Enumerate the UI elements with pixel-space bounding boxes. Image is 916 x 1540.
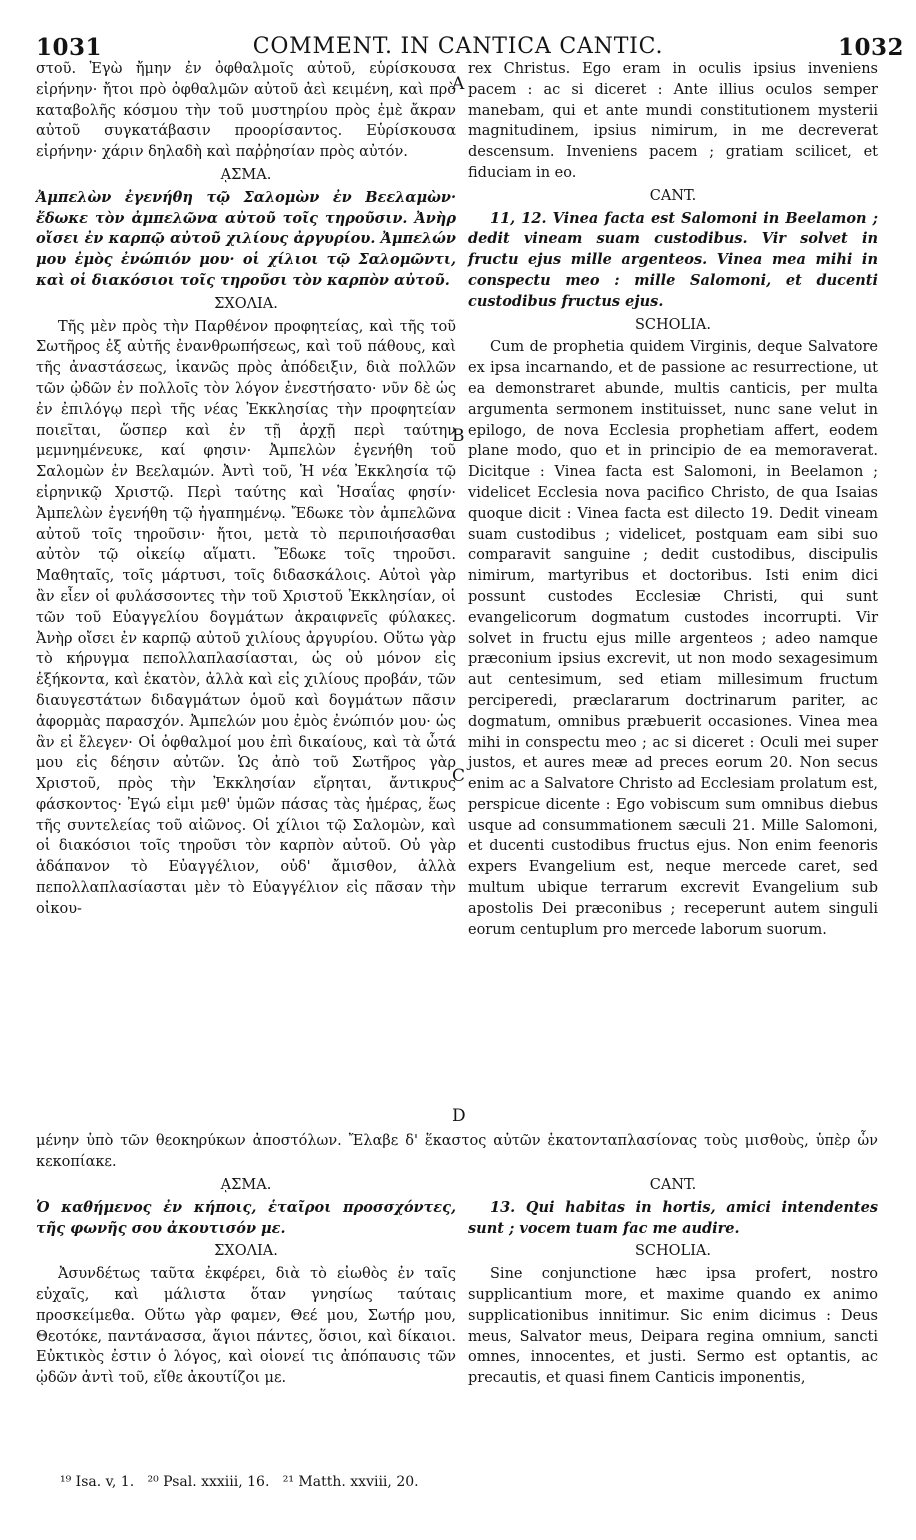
latin-cant-text-2: 13. Qui habitas in hortis, amici intendentes sunt ; vocem tuam fac me audire. (468, 1198, 878, 1237)
latin-column (468, 59, 878, 940)
greek-asma-text-2: Ὁ καθήμενος ἐν κήποις, ἑταῖροι προσσχόντες, τῆς φωνῆς σου ἀκουτισόν με. (36, 1198, 456, 1237)
greek-asma-text: Ἀμπελὼν ἐγενήθη τῷ Σαλομὼν ἐν Βεελαμὼν· ἔδωκε τὸν ἀμπελῶνα αὐτοῦ τοῖς τηροῦσιν. Ἀνὴρ οἴσει ἐν καρπῷ αὐτοῦ χιλίους ἀργυρίου. Ἀμπελών μου ἐμὸς ἐνώπιόν μου· οἱ χίλιοι τῷ Σαλομῶντι, καὶ οἱ διακόσιοι τοῖς τηροῦσι τὸν καρπὸν αὐτοῦ. (36, 188, 456, 289)
margin-marker-d: D (452, 1106, 466, 1126)
latin-cant-text: 11, 12. Vinea facta est Salomoni in Beelamon ; dedit vineam suam custodibus. Vir solvet in fructu ejus mille argenteos. Vinea mea mihi in conspectu meo : mille Salomoni, et ducenti custodibus fructus ejus. (468, 209, 878, 310)
greek-intro: στοῦ. Ἐγὼ ἤμην ἐν ὀφθαλμοῖς αὐτοῦ, εὑρίσκουσα εἰρήνην· ἤτοι πρὸ ὀφθαλμῶν αὐτοῦ ἀεὶ κειμένη, καὶ πρὸ καταβολῆς κόσμου τὴν τοῦ μυστηρίου πρὸς ἐμὲ ἄκραν αὐτοῦ συγκατάβασιν προορίσαντος. Εὑρίσκουσα εἰρήνην· χάριν δηλαδὴ καὶ παῤῥησίαν πρὸς αὐτόν. (36, 61, 456, 161)
margin-marker-b: B (452, 426, 465, 446)
margin-marker-c: C (452, 766, 466, 786)
margin-marker-a: A (452, 74, 465, 94)
greek-bridge-text: μένην ὑπὸ τῶν θεοκηρύκων ἀποστόλων. Ἔλαβε δ' ἕκαστος αὐτῶν ἑκατονταπλασίονας τοὺς μισθοὺς, ὑπὲρ ὧν κεκοπίακε. (36, 1133, 878, 1170)
latin-scholia-heading: SCHOLIA. (635, 316, 711, 333)
page-number-left: 1031 (36, 34, 103, 61)
latin-scholia-text: Cum de prophetia quidem Virginis, deque Salvatore ex ipsa incarnando, et de passione ac resurrectione, ut ea demonstraret abunde, multis canticis, per multa argumenta sermonem instituisset, nunc sane velut in epilogo, de nova Ecclesia prophetiam affert, eodem plane modo, quo et in principio de ea memoraverat. Dicitque : Vinea facta est Salomoni, in Beelamon ; videlicet Ecclesia nova pacifico Christo, de qua Isaias quoque dicit : Vinea facta est dilecto 19. Dedit vineam suam custodibus ; videlicet, postquam eam sibi suo comparavit sanguine ; dedit custodibus, discipulis nimirum, martyribus et doctoribus. Isti enim dici possunt custodes Ecclesiæ Christi, qui sunt evangelicorum dogmatum custodes incorrupti. Vir solvet in fructu ejus mille argenteos ; adeo namque præconium ipsius excrevit, ut non modo sexagesimum aut centesimum, sed etiam millesimum fructum perciperedi, præclararum doctrinarum pariter, ac dogmatum, omnibus præbuerit occasiones. Vinea mea mihi in conspectu meo ; ac si diceret : Oculi mei super justos, et aures meæ ad preces eorum 20. Non secus enim ac a Salvatore Christo ad Ecclesiam prolatum est, perspicue dicente : Ego vobiscum sum omnibus diebus usque ad consummationem sæculi 21. Mille Salomoni, et ducenti custodibus fructus ejus. Non enim feenoris expers Evangelium est, neque mercede caret, sed multum ubique terrarum excrevit Evangelium sub apostolis Dei præconibus ; receperunt autem singuli eorum centuplum pro mercede laborum suorum. (468, 339, 878, 938)
running-title: COMMENT. IN CANTICA CANTIC. (252, 34, 664, 59)
latin-intro: rex Christus. Ego eram in oculis ipsius inveniens pacem : ac si diceret : Ante illius oculos semper manebam, qui et ante mundi constitutionem mysterii magnitudinem, ipsius nimirum, in me decreverat descensum. Inveniens pacem ; gratiam scilicet, et fiduciam in eo. (468, 61, 878, 181)
greek-scholia-text: Τῆς μὲν πρὸς τὴν Παρθένον προφητείας, καὶ τῆς τοῦ Σωτῆρος ἐξ αὐτῆς ἐνανθρωπήσεως, καὶ τοῦ πάθους, καὶ τῆς ἀναστάσεως, ἱκανῶς πρὸς ἀπόδειξιν, διὰ πολλῶν τῶν ᾠδῶν ἐν πολλοῖς τὸν λόγον ἐνεστήσατο· νῦν δὲ ὡς ἐν ἐπιλόγῳ περὶ τῆς νέας Ἐκκλησίας τὴν προφητείαν ποιεῖται, ὥσπερ καὶ ἐν τῇ ἀρχῇ περὶ ταύτην μεμνημένευκε, καί φησιν· Ἀμπελὼν ἐγενήθη τοῦ Σαλομὼν ἐν Βεελαμών. Ἀντὶ τοῦ, Ἡ νέα Ἐκκλησία τῷ εἰρηνικῷ Χριστῷ. Περὶ ταύτης καὶ Ἡσαΐας φησίν· Ἀμπελὼν ἐγενήθη τῷ ἠγαπημένῳ. Ἔδωκε τὸν ἀμπελῶνα αὐτοῦ τοῖς τηροῦσιν· ἤτοι, μετὰ τὸ περιποιήσασθαι αὐτὸν τῷ οἰκείῳ αἵματι. Ἔδωκε τοῖς τηροῦσι. Μαθηταῖς, τοῖς μάρτυσι, τοῖς διδασκάλοις. Αὐτοὶ γὰρ ἂν εἶεν οἱ φυλάσσοντες τὴν τοῦ Χριστοῦ Ἐκκλησίαν, οἱ τῶν τοῦ Εὐαγγελίου δογμάτων ἀκραιφνεῖς φύλακες. Ἀνὴρ οἴσει ἐν καρπῷ αὐτοῦ χιλίους ἀργυρίου. Οὕτω γὰρ τὸ κήρυγμα πεπολλαπλασίασται, ὡς οὐ μόνον εἰς ἑξήκοντα, καὶ ἑκατὸν, ἀλλὰ καὶ εἰς χιλίους προβάν, τῶν διαυγεστάτων διδαγμάτων ὁμοῦ καὶ δογμάτων πᾶσιν ἀφορμὰς παρασχόν. Ἀμπελών μου ἐμὸς ἐνώπιόν μου· ὡς ἂν εἰ ἔλεγεν· Οἱ ὀφθαλμοί μου ἐπὶ δικαίους, καὶ τὰ ὦτά μου εἰς δέησιν αὐτῶν. Ὡς ἀπὸ τοῦ Σωτῆρος γὰρ Χριστοῦ, πρὸς τὴν Ἐκκλησίαν εἴρηται, ἄντικρυς φάσκοντος· Ἐγώ εἰμι μεθ' ὑμῶν πάσας τὰς ἡμέρας, ἕως τῆς συντελείας τοῦ αἰῶνος. Οἱ χίλιοι τῷ Σαλομὼν, καὶ οἱ διακόσιοι τοῖς τηροῦσι τὸν καρπὸν αὐτοῦ. Οὐ γὰρ ἀδάπανον τὸ Εὐαγγέλιον, οὐδ' ἄμισθον, ἀλλὰ πεπολλαπλασίασται μὲν τὸ Εὐαγγέλιον εἰς πᾶσαν τὴν οἰκου- (36, 318, 456, 917)
greek-scholia-heading-2: ΣΧΟΛΙΑ. (214, 1243, 278, 1260)
page-header (0, 0, 916, 61)
greek-column (36, 59, 456, 920)
greek-asma-heading: ᾼΣΜΑ. (220, 166, 272, 183)
footnotes: ¹⁹ Isa. v, 1. ²⁰ Psal. xxxiii, 16. ²¹ Matth. xxviii, 20. (60, 1474, 419, 1490)
latin-scholia-text-2: Sine conjunctione hæc ipsa profert, nostro supplicantium more, et maxime quando ex animo supplicationibus innitimur. Sic enim dicimus : Deus meus, Salvator meus, Deipara regina omnium, sancti omnes, innocentes, et justi. Sermo est optantis, ac precautis, et quasi finem Canticis imponentis, (468, 1266, 878, 1387)
latin-scholia-heading-2: SCHOLIA. (635, 1243, 711, 1260)
greek-asma-heading-2: ᾼΣΜΑ. (220, 1177, 272, 1193)
latin-cant-heading-2: CANT. (649, 1177, 697, 1193)
greek-scholia-text-2: Ἀσυνδέτως ταῦτα ἐκφέρει, διὰ τὸ εἰωθὸς ἐν ταῖς εὐχαῖς, καὶ μάλιστα ὅταν γνησίως ταύταις προσκείμεθα. Οὕτω γὰρ φαμεν, Θεέ μου, Σωτήρ μου, Θεοτόκε, παντάνασσα, ἅγιοι πάντες, ὅσιοι, καὶ δίκαιοι. Εὐκτικὸς ἐστιν ὁ λόγος, καὶ οἱονεί τις ἀπόπαυσις τῶν ᾠδῶν ἀντὶ τοῦ, εἴθε ἀκουτίζοι με. (36, 1266, 456, 1387)
latin-column-lower (468, 1173, 878, 1389)
page-number-right: 1032 (838, 34, 905, 61)
latin-cant-heading: CANT. (649, 187, 697, 204)
greek-scholia-heading: ΣΧΟΛΙΑ. (214, 295, 278, 312)
greek-column-lower (36, 1173, 456, 1389)
